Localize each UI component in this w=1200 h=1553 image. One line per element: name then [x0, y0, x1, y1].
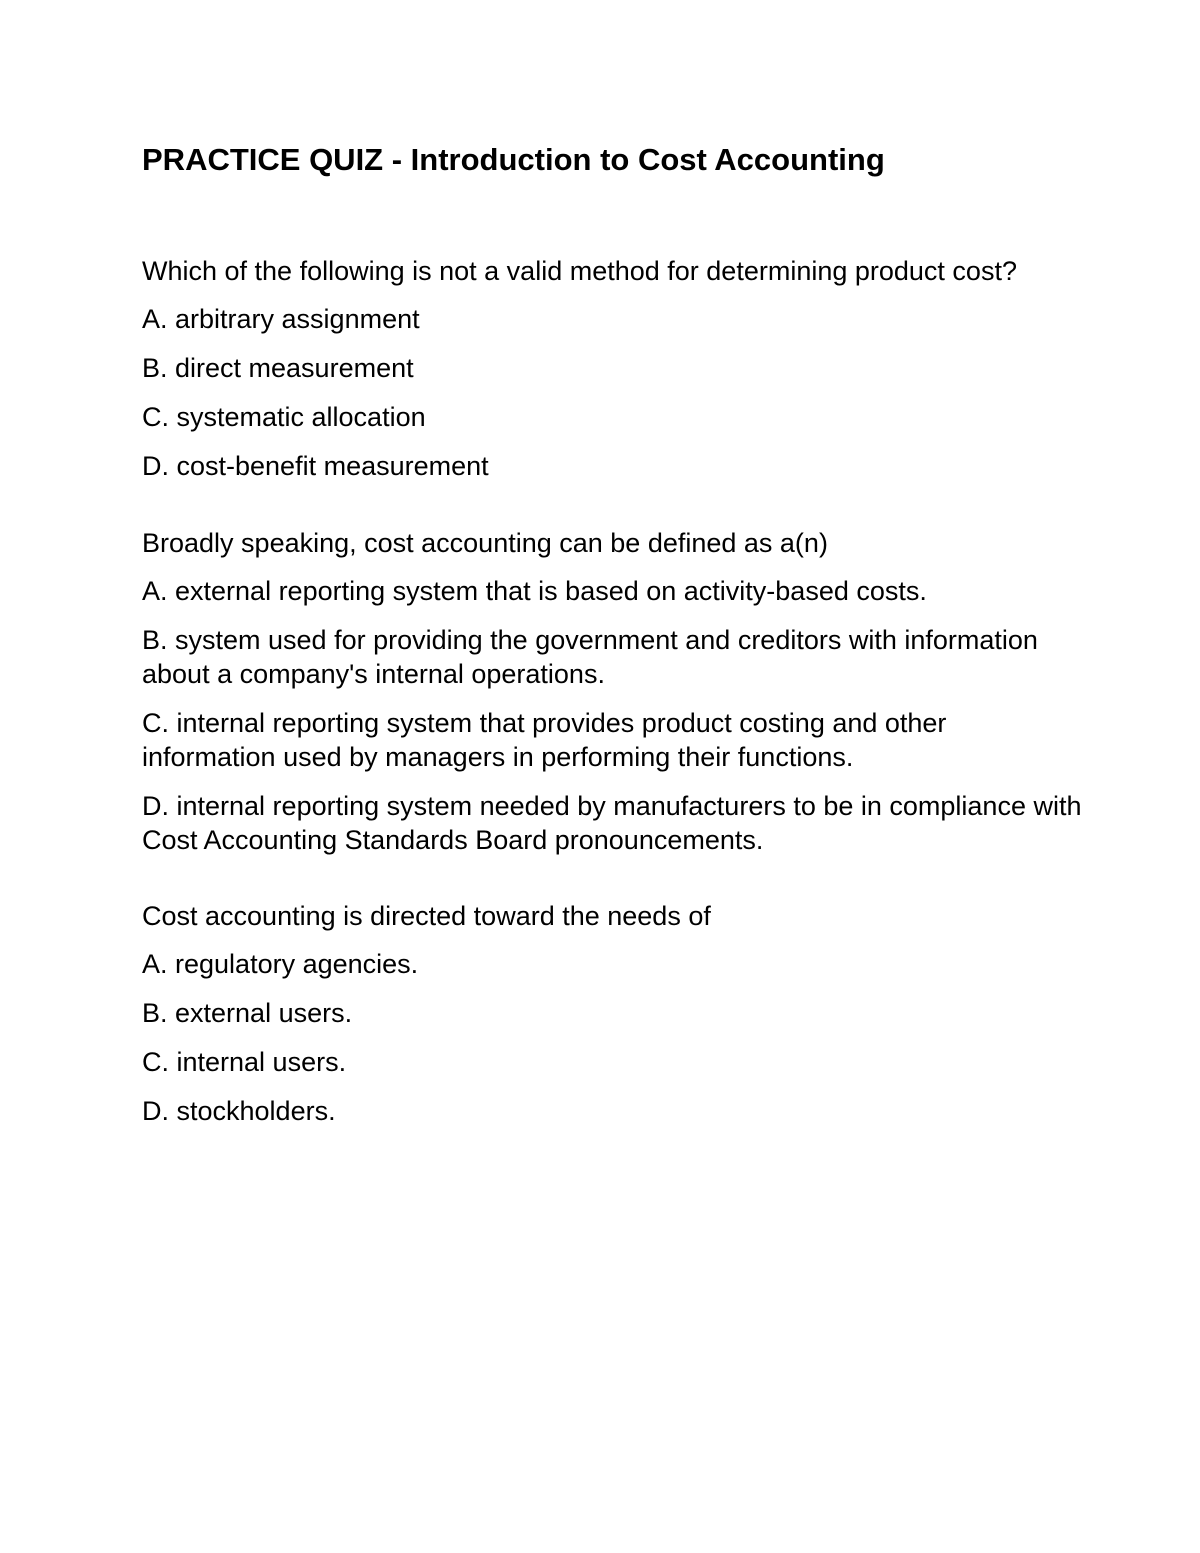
question-3 — [142, 899, 1082, 1128]
answer-option-b: B. system used for providing the government and creditors with information about a company's internal operations. — [142, 625, 1038, 689]
answer-option-a: A. external reporting system that is based on activity-based costs. — [142, 576, 927, 606]
answer-option-c: C. internal reporting system that provides product costing and other information used by managers in performing their functions. — [142, 708, 947, 772]
answer-option-c: C. systematic allocation — [142, 402, 426, 432]
document-title: PRACTICE QUIZ - Introduction to Cost Accounting — [142, 142, 885, 177]
question-text: Broadly speaking, cost accounting can be defined as a(n) — [142, 528, 828, 558]
question-1 — [142, 254, 1082, 483]
answer-option-c: C. internal users. — [142, 1047, 347, 1077]
question-2 — [142, 526, 1082, 857]
answer-option-d: D. stockholders. — [142, 1096, 336, 1126]
document-page — [142, 140, 1082, 1143]
question-text: Which of the following is not a valid method for determining product cost? — [142, 256, 1017, 286]
answer-option-d: D. internal reporting system needed by manufacturers to be in compliance with Cost Accounting Standards Board pronouncements. — [142, 791, 1082, 855]
answer-option-b: B. external users. — [142, 998, 353, 1028]
answer-option-a: A. regulatory agencies. — [142, 949, 419, 979]
answer-option-a: A. arbitrary assignment — [142, 304, 420, 334]
question-text: Cost accounting is directed toward the needs of — [142, 901, 711, 931]
answer-option-b: B. direct measurement — [142, 353, 414, 383]
answer-option-d: D. cost-benefit measurement — [142, 451, 489, 481]
